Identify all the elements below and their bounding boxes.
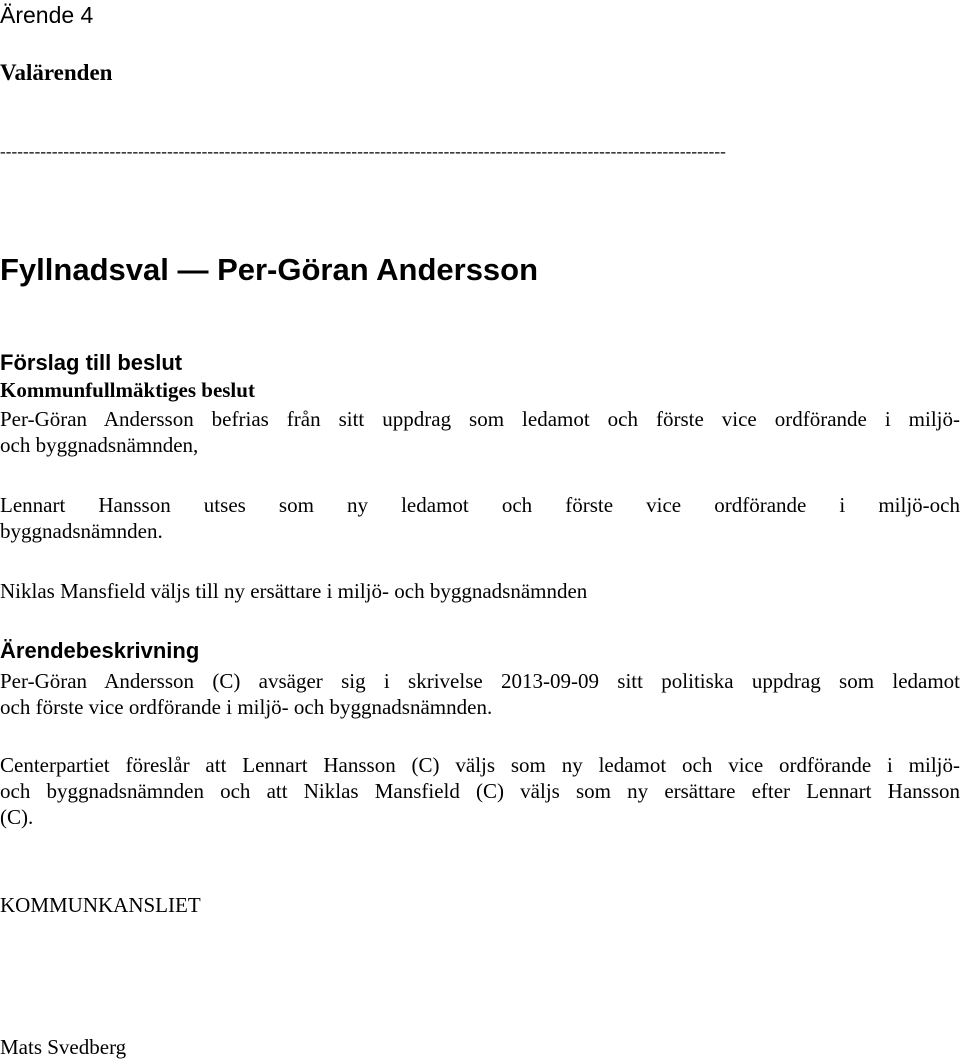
arende-number: Ärende 4	[0, 2, 94, 28]
proposal-p3-line-1: Niklas Mansfield väljs till ny ersättare i miljö- och byggnadsnämnden	[0, 579, 588, 603]
proposal-p1-line-1: Per-Göran Andersson befrias från sitt uppdrag som ledamot och förste vice ordförande i miljö-	[0, 407, 960, 431]
description-p1-line-2: och förste vice ordförande i miljö- och byggnadsnämnden.	[0, 695, 493, 719]
proposal-paragraph-1	[0, 406, 960, 458]
proposal-paragraph-2	[0, 492, 960, 544]
proposal-p1-line-2: och byggnadsnämnden,	[0, 433, 199, 457]
description-heading: Ärendebeskrivning	[0, 638, 200, 663]
dashed-divider: ------------------------------------------------------------------------------------------------------------------------------	[0, 142, 726, 161]
sender-label: KOMMUNKANSLIET	[0, 893, 201, 917]
section-label: Valärenden	[0, 60, 113, 85]
description-p2-line-1: Centerpartiet föreslår att Lennart Hansson (C) väljs som ny ledamot och vice ordförande i miljö-	[0, 753, 960, 777]
proposal-p2-line-1: Lennart Hansson utses som ny ledamot och förste vice ordförande i miljö-och	[0, 493, 960, 517]
description-paragraph-1	[0, 668, 960, 720]
description-p2-line-2: och byggnadsnämnden och att Niklas Mansfield (C) väljs som ny ersättare efter Lennart Hansson	[0, 779, 960, 803]
description-paragraph-2	[0, 752, 960, 830]
proposal-heading: Förslag till beslut	[0, 350, 183, 375]
page-title: Fyllnadsval — Per-Göran Andersson	[0, 252, 539, 287]
proposal-p2-line-2: byggnadsnämnden.	[0, 519, 163, 543]
proposal-paragraph-3	[0, 578, 960, 604]
description-p2-line-3: (C).	[0, 805, 34, 829]
proposal-subheading: Kommunfullmäktiges beslut	[0, 378, 255, 402]
signature-name: Mats Svedberg	[0, 1035, 127, 1059]
description-p1-line-1: Per-Göran Andersson (C) avsäger sig i skrivelse 2013-09-09 sitt politiska uppdrag som ledamot	[0, 669, 960, 693]
